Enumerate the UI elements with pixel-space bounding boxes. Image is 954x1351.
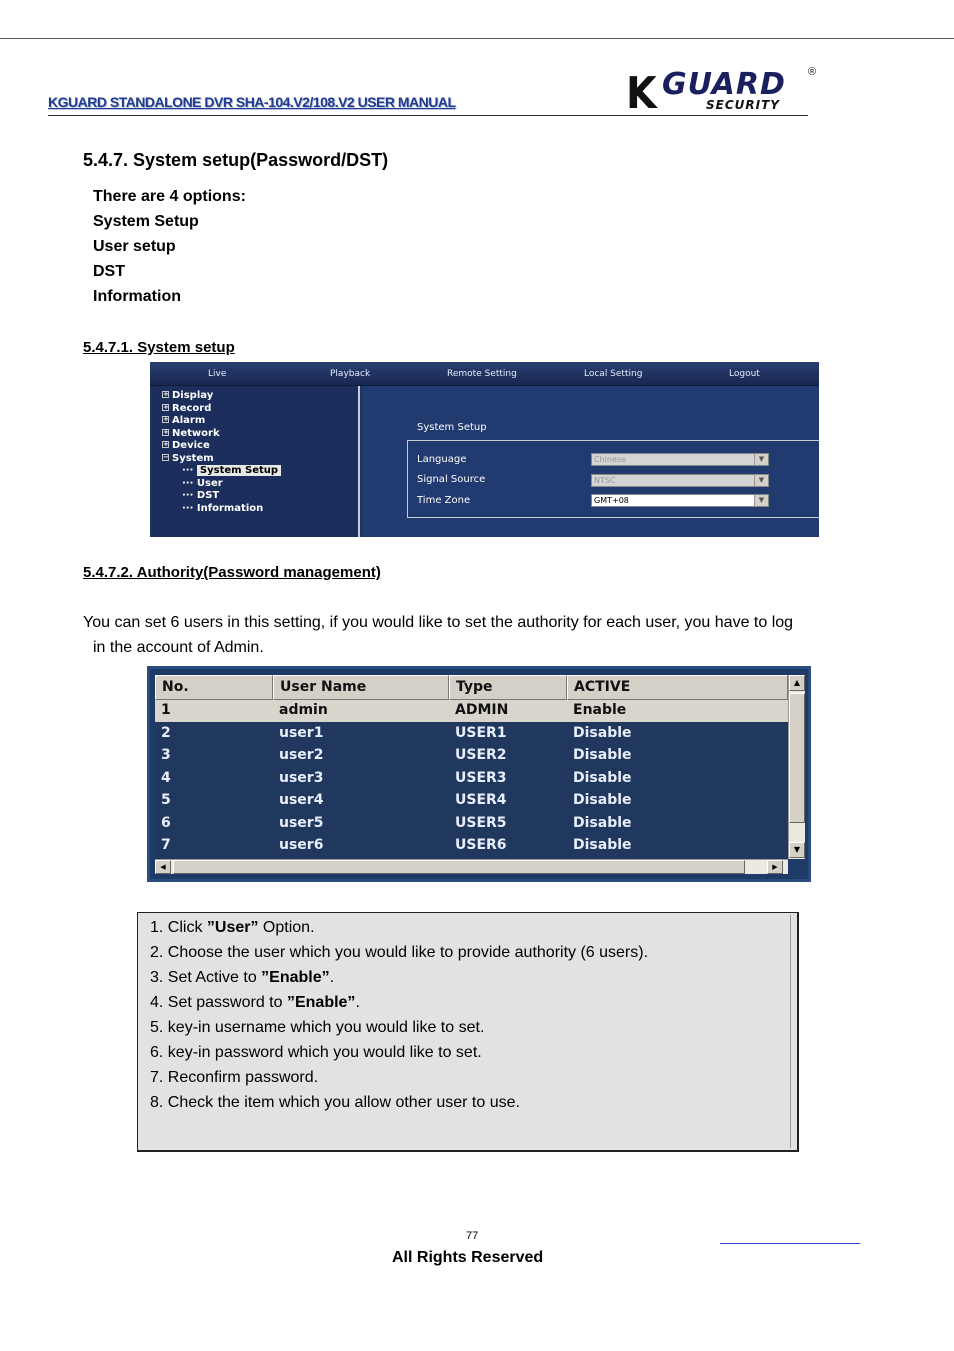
tree-item-alarm[interactable]: + Alarm xyxy=(163,414,206,426)
scroll-up-icon[interactable]: ▲ xyxy=(789,675,805,691)
table-row[interactable]: 4 user3 USER3 Disable xyxy=(161,770,632,786)
step-item: 8. Check the item which you allow other user to use. xyxy=(150,1094,520,1111)
scroll-thumb[interactable] xyxy=(789,693,805,823)
subsection-title-system-setup: 5.4.7.1. System setup xyxy=(83,339,235,356)
step-item: 6. key-in password which you would like to set. xyxy=(150,1044,482,1061)
footer-link-underline[interactable] xyxy=(720,1243,860,1244)
tree-subitem-system-setup[interactable]: ··· System Setup xyxy=(182,465,281,476)
options-intro: There are 4 options: xyxy=(93,188,246,205)
dvr-system-setup-screen xyxy=(150,362,819,537)
authority-paragraph-line2: in the account of Admin. xyxy=(93,639,264,656)
tree-subitem-information[interactable]: ··· Information xyxy=(182,503,264,514)
signal-source-select: NTSC ▼ xyxy=(591,474,769,487)
expand-icon[interactable]: + xyxy=(163,389,169,398)
tab-playback[interactable]: Playback xyxy=(330,369,371,379)
section-title: 5.4.7. System setup(Password/DST) xyxy=(83,150,389,170)
kguard-logo xyxy=(626,66,822,118)
scroll-down-icon[interactable]: ▼ xyxy=(789,842,805,858)
scroll-left-icon[interactable]: ◀ xyxy=(155,860,171,874)
tab-live[interactable]: Live xyxy=(208,369,227,379)
expand-icon[interactable]: + xyxy=(163,414,169,423)
scroll-thumb[interactable] xyxy=(173,860,745,874)
table-row[interactable]: 7 user6 USER6 Disable xyxy=(161,837,632,853)
table-row[interactable]: 3 user2 USER2 Disable xyxy=(161,747,632,763)
signal-source-label: Signal Source xyxy=(417,474,486,485)
users-table xyxy=(155,675,788,859)
scroll-right-icon[interactable]: ▶ xyxy=(767,860,783,874)
footer-rights: All Rights Reserved xyxy=(392,1249,544,1266)
tree-subitem-dst[interactable]: ··· DST xyxy=(182,490,220,501)
logo-guard: GUARD xyxy=(662,67,786,102)
option-item: Information xyxy=(93,288,181,305)
tree-item-device[interactable]: + Device xyxy=(163,439,210,451)
language-select: Chinese ▼ xyxy=(591,453,769,466)
expand-icon[interactable]: + xyxy=(163,402,169,411)
step-item: 3. Set Active to ”Enable”. xyxy=(150,969,335,986)
option-item: System Setup xyxy=(93,213,199,230)
language-label: Language xyxy=(417,454,467,465)
option-item: DST xyxy=(93,263,125,280)
tab-local-setting[interactable]: Local Setting xyxy=(584,369,643,379)
tree-item-display[interactable]: + Display xyxy=(163,389,214,401)
step-item: 7. Reconfirm password. xyxy=(150,1069,319,1086)
tree-item-system[interactable]: − System xyxy=(163,452,214,464)
steps-box xyxy=(137,912,799,1152)
column-header-no[interactable]: No. xyxy=(155,675,273,700)
table-row[interactable]: 1 admin ADMIN Enable xyxy=(155,700,788,722)
column-header-user-name[interactable]: User Name xyxy=(273,675,449,700)
expand-icon[interactable]: + xyxy=(163,427,169,436)
option-item: User setup xyxy=(93,238,176,255)
dvr-settings-panel xyxy=(362,386,819,537)
tab-logout[interactable]: Logout xyxy=(729,369,760,379)
tree-subitem-user[interactable]: ··· User xyxy=(182,478,223,489)
table-row[interactable]: 6 user5 USER5 Disable xyxy=(161,815,632,831)
column-header-active[interactable]: ACTIVE xyxy=(567,675,788,700)
table-row[interactable]: 2 user1 USER1 Disable xyxy=(161,725,632,741)
step-item: 4. Set password to ”Enable”. xyxy=(150,994,360,1011)
authority-paragraph-line1: You can set 6 users in this setting, if you would like to set the authority for each user, you have to log xyxy=(83,614,794,631)
step-item: 2. Choose the user which you would like to provide authority (6 users). xyxy=(150,944,649,961)
horizontal-scrollbar[interactable] xyxy=(155,859,788,874)
column-header-type[interactable]: Type xyxy=(449,675,567,700)
vertical-scrollbar[interactable] xyxy=(788,675,805,859)
dvr-settings-tree xyxy=(152,386,360,537)
step-item: 5. key-in username which you would like to set. xyxy=(150,1019,485,1036)
logo-registered: ® xyxy=(808,66,817,78)
logo-k: K xyxy=(626,68,657,119)
tree-item-record[interactable]: + Record xyxy=(163,402,212,414)
users-table-screen xyxy=(147,666,811,882)
manual-title: KGUARD STANDALONE DVR SHA-104.V2/108.V2 USER MANUAL xyxy=(48,94,456,110)
panel-title: System Setup xyxy=(417,422,487,433)
tab-remote-setting[interactable]: Remote Setting xyxy=(447,369,517,379)
expand-icon[interactable]: + xyxy=(163,439,169,448)
subsection-title-authority: 5.4.7.2. Authority(Password management) xyxy=(83,564,381,581)
page-number: 77 xyxy=(466,1230,479,1242)
chevron-down-icon: ▼ xyxy=(754,475,768,486)
table-row[interactable]: 5 user4 USER4 Disable xyxy=(161,792,632,808)
chevron-down-icon[interactable]: ▼ xyxy=(754,495,768,506)
step-item: 1. Click ”User” Option. xyxy=(150,919,315,936)
collapse-icon[interactable]: − xyxy=(163,452,169,461)
time-zone-select[interactable]: GMT+08 ▼ xyxy=(591,494,769,507)
tree-item-network[interactable]: + Network xyxy=(163,427,220,439)
time-zone-label: Time Zone xyxy=(417,495,471,506)
chevron-down-icon: ▼ xyxy=(754,454,768,465)
top-rule xyxy=(0,38,954,39)
logo-security: SECURITY xyxy=(706,98,780,112)
dvr-menu-bar xyxy=(150,362,819,386)
